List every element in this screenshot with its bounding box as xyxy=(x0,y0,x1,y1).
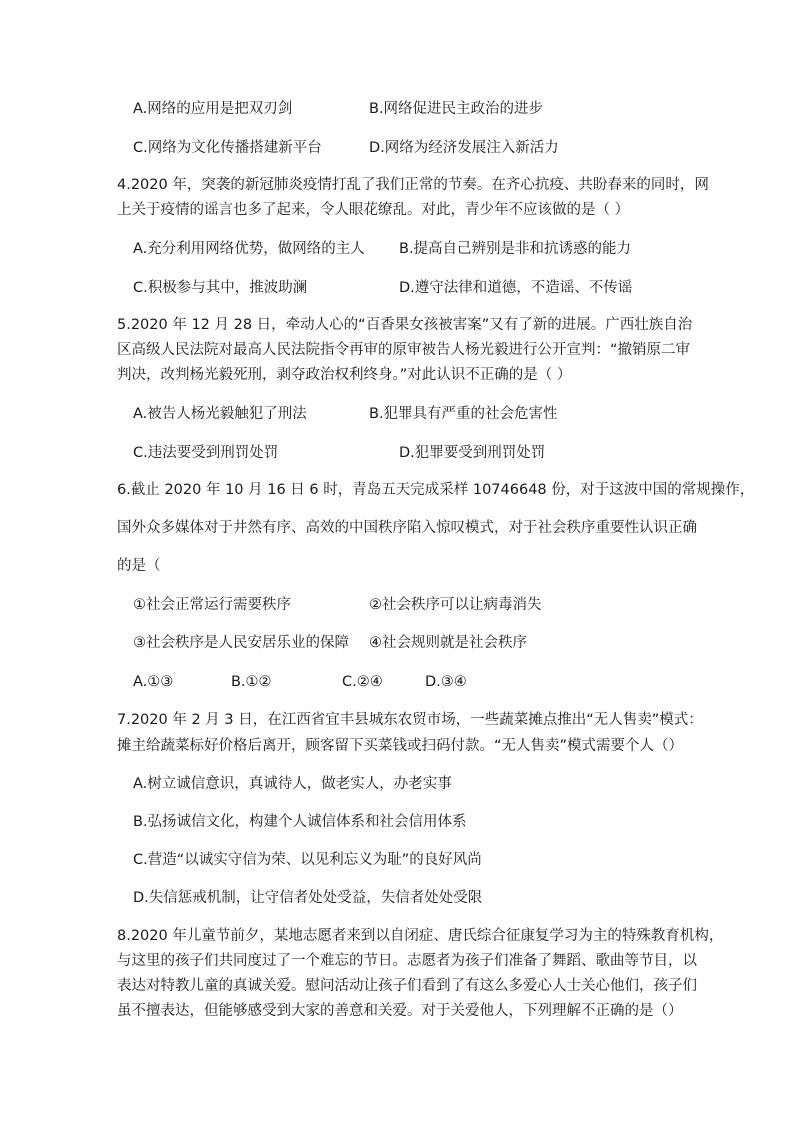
q4-option-a: A.充分利用网络优势，做网络的主人 xyxy=(133,241,365,257)
q7-option-a: A.树立诚信意识，真诚待人，做老实人，办老实事 xyxy=(133,776,452,792)
q8-stem-line-3: 表达对特教儿童的真诚关爱。慰问活动让孩子们看到了有这么多爱心人士关心他们，孩子们 xyxy=(117,978,697,994)
q7-option-d: D.失信惩戒机制，让守信者处处受益，失信者处处受限 xyxy=(133,890,483,906)
q7-option-b: B.弘扬诚信文化，构建个人诚信体系和社会信用体系 xyxy=(133,814,467,830)
q5-option-b: B.犯罪具有严重的社会危害性 xyxy=(369,406,558,422)
q5-stem-line-2: 区高级人民法院对最高人民法院指令再审的原审被告人杨光毅进行公开宣判：“撤销原二审 xyxy=(117,342,691,358)
q3-option-c: C.网络为文化传播搭建新平台 xyxy=(133,140,322,156)
q4-option-b: B.提高自己辨别是非和抗诱惑的能力 xyxy=(399,241,632,257)
q7-stem-line-1: 7.2020 年 2 月 3 日，在江西省宜丰县城东农贸市场，一些蔬菜摊点推出“无人售卖”模式： xyxy=(117,712,703,728)
q5-stem-line-1: 5.2020 年 12 月 28 日，牵动人心的“百香果女孩被害案”又有了新的进展。广西壮族自治 xyxy=(117,317,693,333)
q7-stem-line-2: 摊主给蔬菜标好价格后离开，顾客留下买菜钱或扫码付款。“无人售卖”模式需要个人（） xyxy=(117,738,684,754)
q8-stem-line-1: 8.2020 年儿童节前夕，某地志愿者来到以自闭症、唐氏综合征康复学习为主的特殊教育机构， xyxy=(117,928,724,944)
q3-option-d: D.网络为经济发展注入新活力 xyxy=(369,140,559,156)
q8-stem-line-2: 与这里的孩子们共同度过了一个难忘的节日。志愿者为孩子们准备了舞蹈、歌曲等节目，以 xyxy=(117,953,697,969)
q5-option-a: A.被告人杨光毅触犯了刑法 xyxy=(133,406,307,422)
q3-option-b: B.网络促进民主政治的进步 xyxy=(369,101,544,117)
q6-stem-line-3: 的是（ xyxy=(117,558,161,574)
q4-option-c: C.积极参与其中，推波助澜 xyxy=(133,280,308,296)
q6-option-d: D.③④ xyxy=(425,674,467,690)
q5-option-c: C.违法要受到刑罚处罚 xyxy=(133,445,279,461)
q6-statement-3: ③社会秩序是人民安居乐业的保障 xyxy=(133,635,349,651)
q4-stem-line-2: 上关于疫情的谣言也多了起来，令人眼花缭乱。对此，青少年不应该做的是（ ） xyxy=(117,202,630,218)
q6-option-a: A.①③ xyxy=(133,674,174,690)
q6-statement-1: ①社会正常运行需要秩序 xyxy=(133,597,291,613)
q6-stem-line-2: 国外众多媒体对于井然有序、高效的中国秩序陷入惊叹模式，对于社会秩序重要性认识正确 xyxy=(117,520,697,536)
q4-option-d: D.遵守法律和道德，不造谣、不传谣 xyxy=(399,280,633,296)
q6-stem-line-1: 6.截止 2020 年 10 月 16 日 6 时，青岛五天完成采样 10746648 份，对于这波中国的常规操作， xyxy=(117,482,755,498)
q6-option-b: B.①② xyxy=(231,674,272,690)
q3-option-a: A.网络的应用是把双刃剑 xyxy=(133,101,293,117)
q8-stem-line-4: 虽不擅表达，但能够感受到大家的善意和关爱。对于关爱他人，下列理解不正确的是（） xyxy=(117,1003,683,1019)
q4-stem-line-1: 4.2020 年，突袭的新冠肺炎疫情打乱了我们正常的节奏。在齐心抗疫、共盼春来的同时，网 xyxy=(117,177,709,193)
q6-statement-4: ④社会规则就是社会秩序 xyxy=(369,635,527,651)
q5-option-d: D.犯罪要受到刑罚处罚 xyxy=(399,445,546,461)
q6-option-c: C.②④ xyxy=(342,674,383,690)
q6-statement-2: ②社会秩序可以让病毒消失 xyxy=(369,597,542,613)
q5-stem-line-3: 判决，改判杨光毅死刑，剥夺政治权利终身。”对此认识不正确的是（ ） xyxy=(117,367,572,383)
q7-option-c: C.营造“以诚实守信为荣、以见利忘义为耻”的良好风尚 xyxy=(133,852,482,868)
